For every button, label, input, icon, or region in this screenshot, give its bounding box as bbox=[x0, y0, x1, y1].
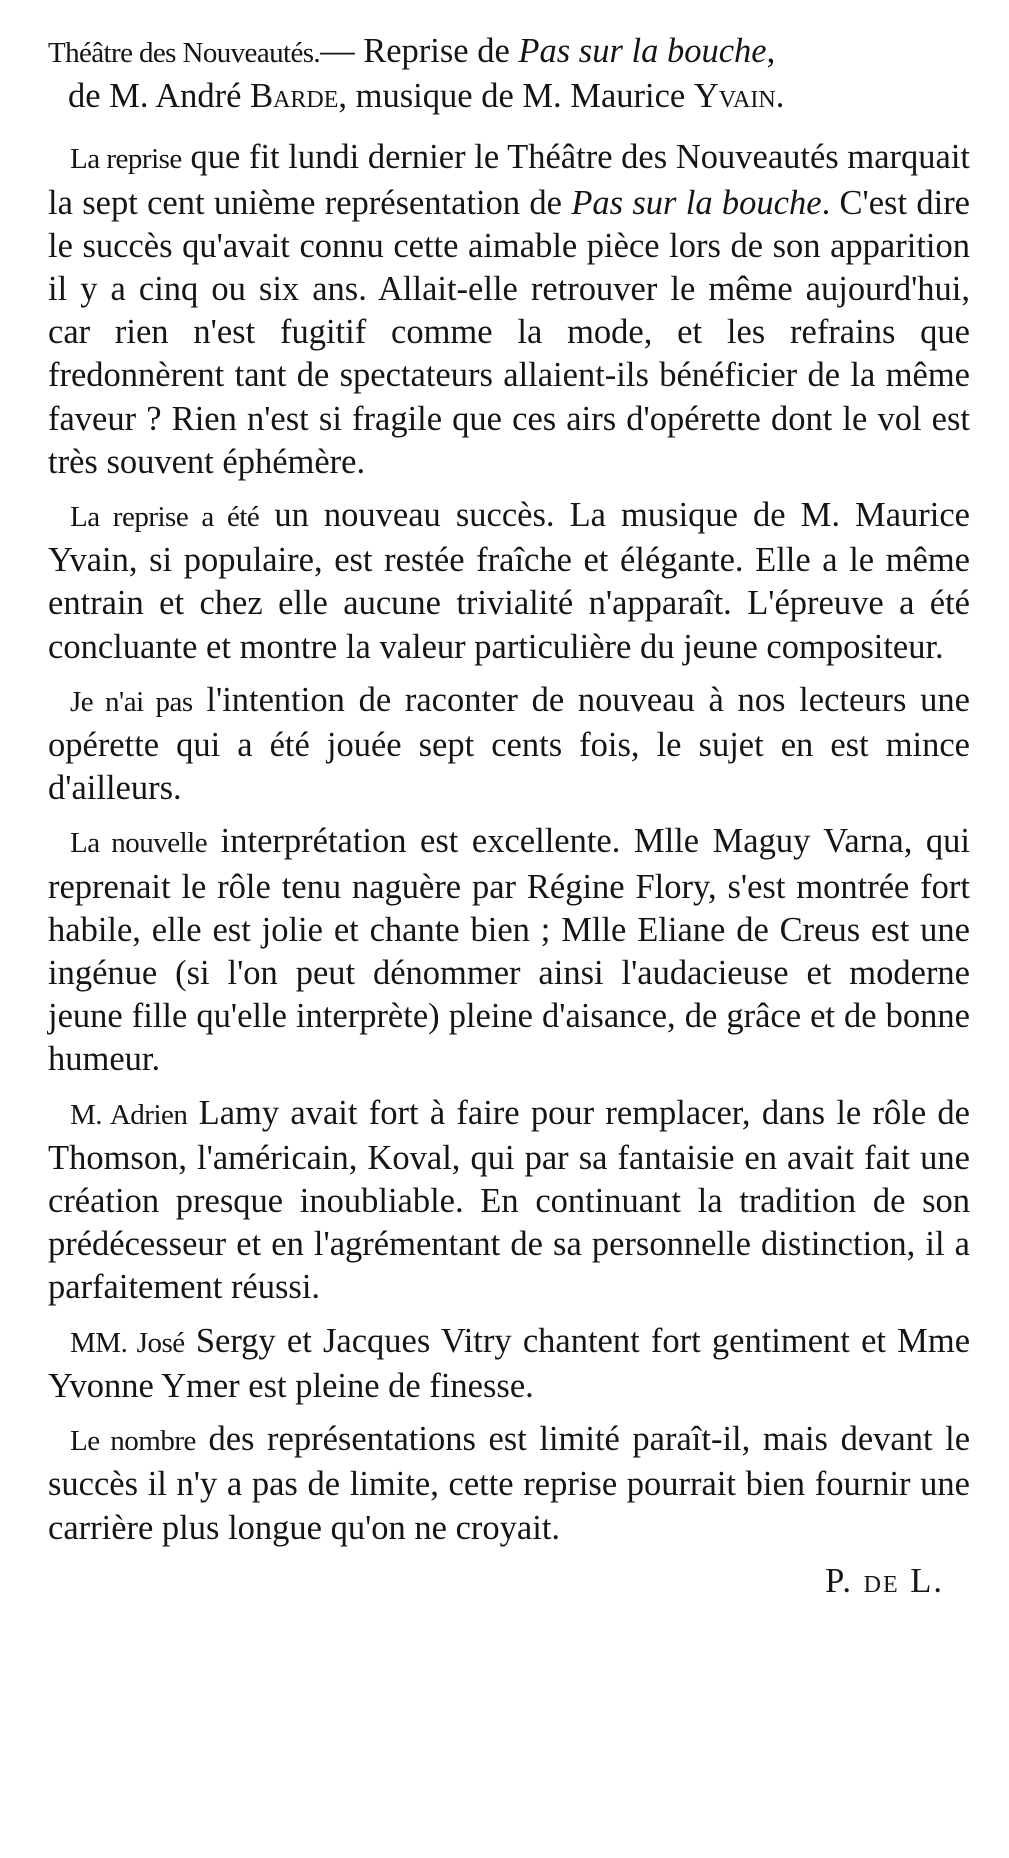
paragraph-lead: La reprise bbox=[70, 143, 182, 176]
paragraph-text: que fit lundi dernier le Théâtre des Nouveautés marquait la sept cent unième représentation de bbox=[48, 138, 970, 222]
heading-reprise-text: — Reprise de bbox=[320, 32, 519, 70]
signature: P. de L. bbox=[825, 1561, 944, 1600]
play-title-inline: Pas sur la bouche bbox=[571, 183, 822, 222]
paragraph-lead: M. Adrien bbox=[70, 1098, 188, 1131]
paragraph-lead: La nouvelle bbox=[70, 827, 208, 860]
paragraph-text: des représentations est limité paraît-il, mais devant le succès il n'y a pas de limite, cette reprise pourrait bien fournir une carrière plus longue qu'on ne croyait. bbox=[48, 1420, 971, 1547]
article-heading bbox=[48, 30, 970, 118]
paragraph-text: Lamy avait fort à faire pour remplacer, dans le rôle de Thomson, l'américain, Koval, qui par sa fantaisie en avait fait une création presque inoubliable. En continuant la tradition de son prédécesseur et en l'agrémentant de sa personnelle distinction, il a parfaitement réussi. bbox=[48, 1093, 970, 1307]
paragraph-text: un nouveau succès. La musique de M. Maurice Yvain, si populaire, est restée fraîche et élégante. Elle a le même entrain et chez elle aucune trivialité n'apparaît. L'épreuve a été concluante et montre la valeur particulière du jeune compositeur. bbox=[48, 496, 970, 666]
paragraph-3 bbox=[48, 679, 970, 811]
paragraph-text: Sergy et Jacques Vitry chantent fort gentiment et Mme Yvonne Ymer est pleine de finesse. bbox=[48, 1321, 971, 1405]
paragraph-lead: Le nombre bbox=[70, 1425, 196, 1458]
theatre-name: Théâtre des Nouveautés. bbox=[48, 37, 321, 69]
play-title: Pas sur la bouche bbox=[518, 32, 767, 70]
paragraph-lead: La reprise a été bbox=[70, 501, 260, 534]
paragraph-1 bbox=[48, 136, 970, 484]
paragraph-text: l'intention de raconter de nouveau à nos lecteurs une opérette qui a été jouée sept cents fois, le sujet en est mince d'ailleurs. bbox=[48, 680, 970, 808]
heading-line-2 bbox=[48, 75, 970, 118]
paragraph-5 bbox=[48, 1092, 970, 1310]
paragraph-6 bbox=[48, 1320, 970, 1408]
article bbox=[48, 30, 970, 1603]
paragraph-text: interprétation est excellente. Mlle Maguy Varna, qui reprenait le rôle tenu naguère par Régine Flory, s'est montrée fort habile, elle est jolie et chante bien ; Mlle Eliane de Creus est une ingénue (si l'on peut dénommer ainsi l'audacieuse et moderne jeune fille qu'elle interprète) pleine d'aisance, de grâce et de bonne humeur. bbox=[48, 822, 970, 1079]
paragraph-7 bbox=[48, 1418, 970, 1550]
heading-end-punct: . bbox=[775, 77, 785, 116]
paragraph-4 bbox=[48, 820, 970, 1081]
heading-author-prefix: de M. André bbox=[68, 77, 251, 116]
paragraph-lead: Je n'ai pas bbox=[70, 685, 193, 718]
composer-name: Yvain bbox=[693, 77, 776, 116]
paragraph-2 bbox=[48, 494, 970, 669]
paragraph-lead: MM. José bbox=[70, 1326, 185, 1359]
paragraph-text-continued: . C'est dire le succès qu'avait connu cette aimable pièce lors de son apparition il y a cinq ou six ans. Allait-elle retrouver le même aujourd'hui, car rien n'est fugitif comme la mode, et les refrains que fredonnèrent tant de spectateurs allaient-ils bénéficier de la même faveur ? Rien n'est si fragile que ces airs d'opérette dont le vol est très souvent éphémère. bbox=[48, 183, 970, 481]
heading-line-1 bbox=[48, 30, 970, 75]
heading-punct: , bbox=[766, 32, 776, 70]
heading-music-text: , musique de M. Maurice bbox=[338, 77, 694, 116]
author-name: Barde bbox=[250, 77, 339, 116]
